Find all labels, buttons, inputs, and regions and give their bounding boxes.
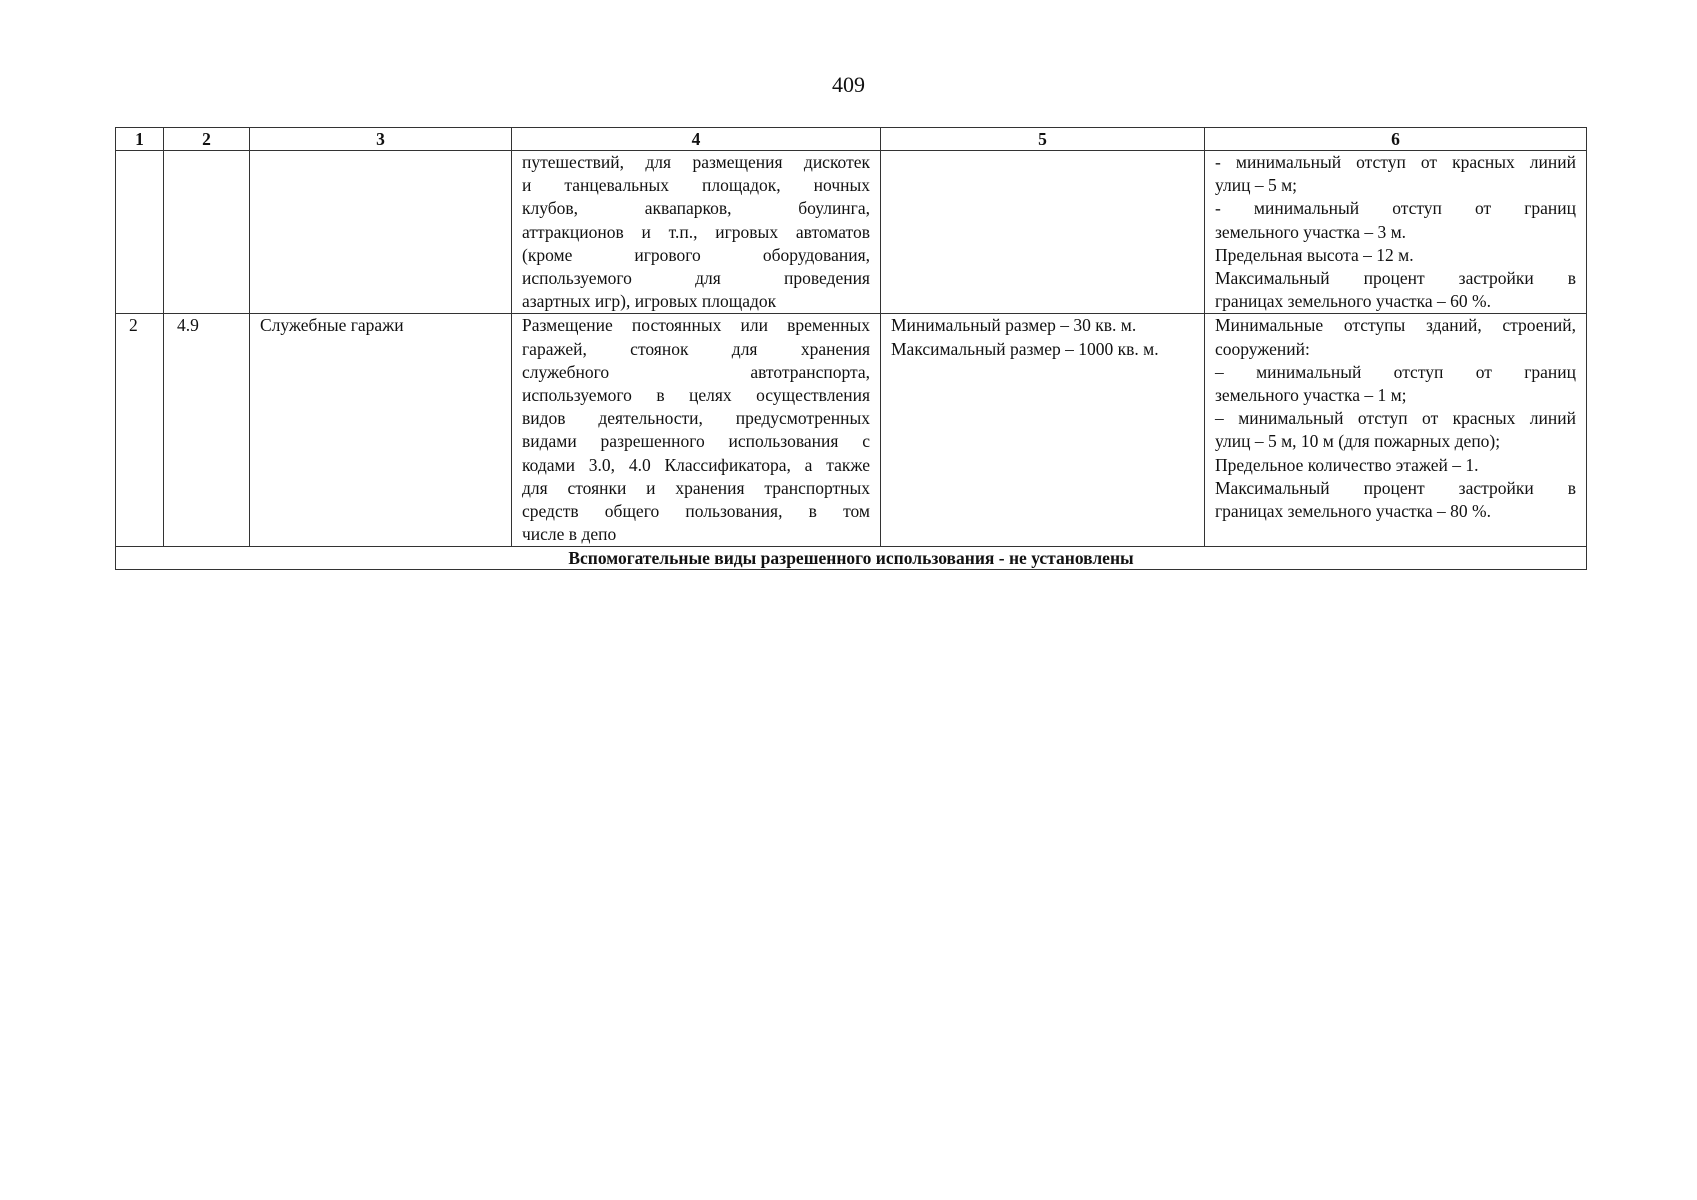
text-line: границах земельного участка – 80 %.: [1215, 501, 1491, 522]
text-line: Минимальные отступы зданий, строений,: [1215, 315, 1576, 336]
text-line: путешествий, для размещения дискотек: [522, 152, 870, 172]
column-header-5: 5: [881, 128, 1205, 151]
text-line: видов деятельности, предусмотренных: [522, 408, 870, 429]
code-cell: 4.9: [164, 314, 250, 547]
text-line: для стоянки и хранения транспортных: [522, 477, 870, 498]
text-line: клубов, аквапарков, боулинга,: [522, 198, 870, 219]
text-line: улиц – 5 м;: [1215, 175, 1298, 196]
parameters-cell: [1205, 314, 1587, 547]
column-header-4: 4: [512, 128, 881, 151]
plot-size-cell: [881, 151, 1205, 314]
text-line: - минимальный отступ от красных линий: [1215, 152, 1576, 172]
text-line: Максимальный процент застройки в: [1215, 477, 1576, 498]
text-line: (кроме игрового оборудования,: [522, 244, 870, 265]
text-line: – минимальный отступ от границ: [1215, 361, 1576, 382]
text-line: видами разрешенного использования с: [522, 431, 870, 452]
table-header-row: [116, 128, 1587, 151]
use-name-cell: Служебные гаражи: [250, 314, 512, 547]
auxiliary-uses-note: Вспомогательные виды разрешенного использования - не установлены: [116, 547, 1587, 570]
code-cell: [164, 151, 250, 314]
column-header-6: 6: [1205, 128, 1587, 151]
parameters-cell: [1205, 151, 1587, 314]
page-number: 409: [832, 72, 865, 97]
text-line: земельного участка – 3 м.: [1215, 221, 1407, 242]
column-header-3: 3: [250, 128, 512, 151]
text-line: и танцевальных площадок, ночных: [522, 175, 870, 196]
text-line: улиц – 5 м, 10 м (для пожарных депо);: [1215, 431, 1501, 452]
text-line: Максимальный размер – 1000 кв. м.: [891, 338, 1159, 359]
text-line: Размещение постоянных или временных: [522, 315, 870, 336]
row-number-cell: 2: [116, 314, 164, 547]
use-description-cell: [512, 151, 881, 314]
use-name-cell: [250, 151, 512, 314]
text-line: Минимальный размер – 30 кв. м.: [891, 315, 1137, 336]
plot-size-cell: [881, 314, 1205, 547]
text-line: кодами 3.0, 4.0 Классификатора, а также: [522, 454, 870, 475]
land-use-table: [115, 127, 1587, 570]
text-line: Предельное количество этажей – 1.: [1215, 454, 1479, 475]
text-line: используемого в целях осуществления: [522, 385, 870, 406]
text-line: числе в депо: [522, 524, 617, 545]
text-line: азартных игр), игровых площадок: [522, 291, 777, 312]
table-row: [116, 314, 1587, 547]
column-header-1: 1: [116, 128, 164, 151]
text-line: средств общего пользования, в том: [522, 501, 870, 522]
text-line: земельного участка – 1 м;: [1215, 385, 1407, 406]
text-line: - минимальный отступ от границ: [1215, 198, 1576, 219]
row-number-cell: [116, 151, 164, 314]
text-line: аттракционов и т.п., игровых автоматов: [522, 221, 870, 242]
text-line: служебного автотранспорта,: [522, 361, 870, 382]
text-line: границах земельного участка – 60 %.: [1215, 291, 1491, 312]
use-description-cell: [512, 314, 881, 547]
table-footer-row: [116, 547, 1587, 570]
text-line: сооружений:: [1215, 338, 1310, 359]
table-row: [116, 151, 1587, 314]
text-line: Предельная высота – 12 м.: [1215, 244, 1414, 265]
text-line: Максимальный процент застройки в: [1215, 268, 1576, 289]
text-line: используемого для проведения: [522, 268, 870, 289]
text-line: – минимальный отступ от красных линий: [1215, 408, 1576, 429]
column-header-2: 2: [164, 128, 250, 151]
text-line: гаражей, стоянок для хранения: [522, 338, 870, 359]
